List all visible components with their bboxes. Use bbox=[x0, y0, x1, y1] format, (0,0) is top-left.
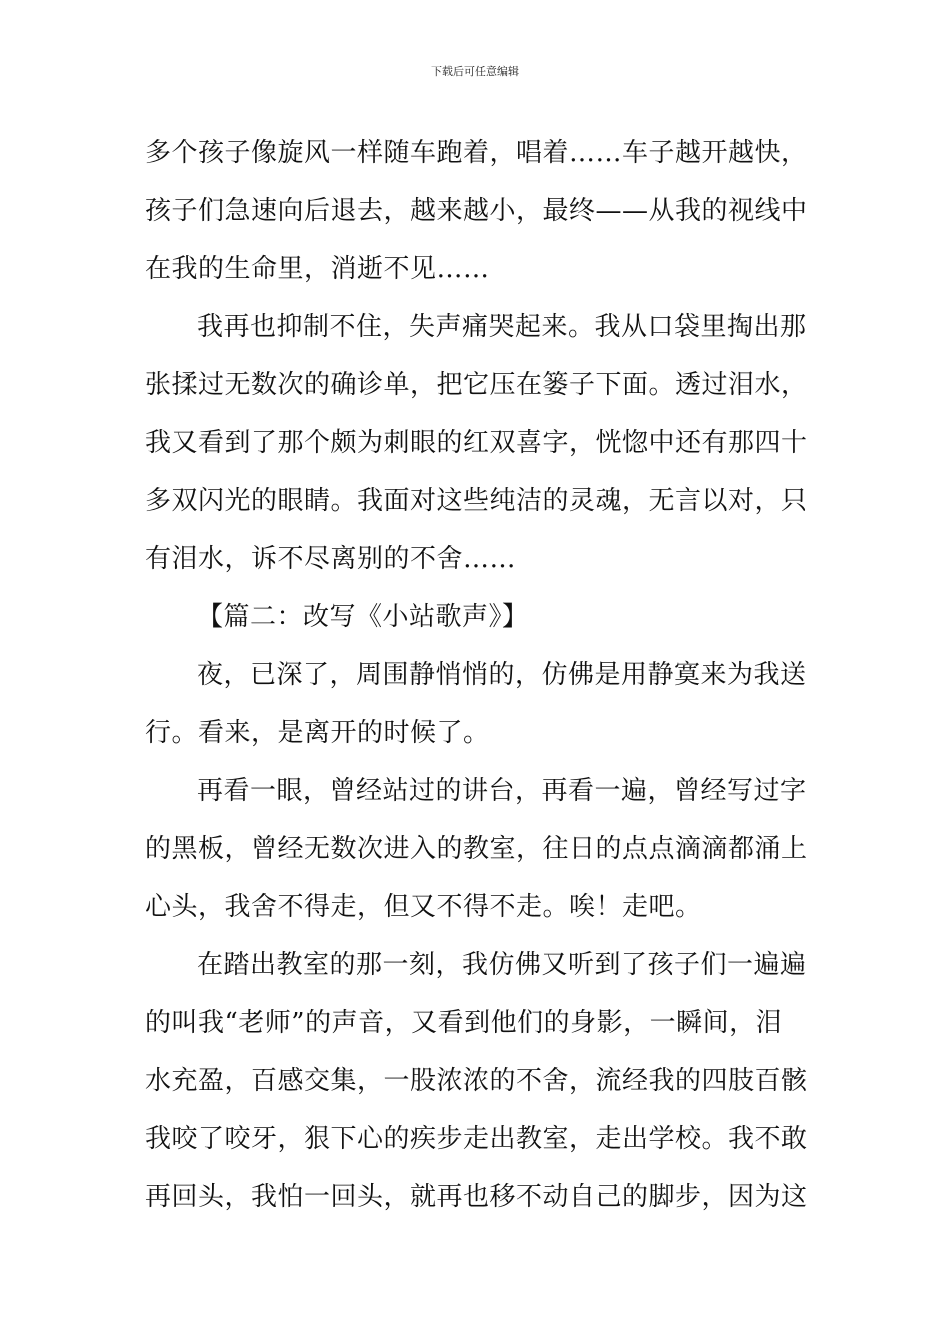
text-line: 张揉过无数次的确诊单，把它压在篓子下面。透过泪水， bbox=[145, 370, 808, 400]
text-line: 有泪水，诉不尽离别的不舍…… bbox=[145, 544, 517, 574]
paragraph-start-line: 在踏出教室的那一刻，我仿佛又听到了孩子们一遍遍 bbox=[197, 950, 807, 980]
text-line: 我咬了咬牙，狠下心的疾步走出教室，走出学校。我不敢 bbox=[145, 1124, 808, 1154]
text-line: 的黑板，曾经无数次进入的教室，往日的点点滴滴都涌上 bbox=[145, 834, 808, 864]
text-line: 行。看来，是离开的时候了。 bbox=[145, 718, 490, 748]
text-line: 孩子们急速向后退去，越来越小，最终——从我的视线中 bbox=[145, 196, 808, 226]
text-line: 多双闪光的眼睛。我面对这些纯洁的灵魂，无言以对，只 bbox=[145, 486, 808, 516]
section-heading: 【篇二：改写《小站歌声》】 bbox=[197, 602, 529, 632]
document-body bbox=[145, 124, 810, 1226]
text-line: 水充盈，百感交集，一股浓浓的不舍，流经我的四肢百骸 bbox=[145, 1066, 808, 1096]
paragraph-start-line: 我再也抑制不住，失声痛哭起来。我从口袋里掏出那 bbox=[197, 312, 807, 342]
paragraph-start-line: 再看一眼，曾经站过的讲台，再看一遍，曾经写过字 bbox=[197, 776, 807, 806]
text-line: 多个孩子像旋风一样随车跑着，唱着……车子越开越快， bbox=[145, 138, 808, 168]
text-line: 在我的生命里，消逝不见…… bbox=[145, 254, 490, 284]
text-line: 的叫我“老师”的声音，又看到他们的身影，一瞬间，泪 bbox=[145, 1008, 783, 1038]
text-line: 我又看到了那个颇为刺眼的红双喜字，恍惚中还有那四十 bbox=[145, 428, 808, 458]
paragraph-start-line: 夜，已深了，周围静悄悄的，仿佛是用静寞来为我送 bbox=[197, 660, 807, 690]
page-header: 下载后可任意编辑 bbox=[431, 65, 519, 78]
text-line: 心头，我舍不得走，但又不得不走。唉！走吧。 bbox=[145, 892, 702, 922]
text-line: 再回头，我怕一回头，就再也移不动自己的脚步，因为这 bbox=[145, 1182, 808, 1212]
